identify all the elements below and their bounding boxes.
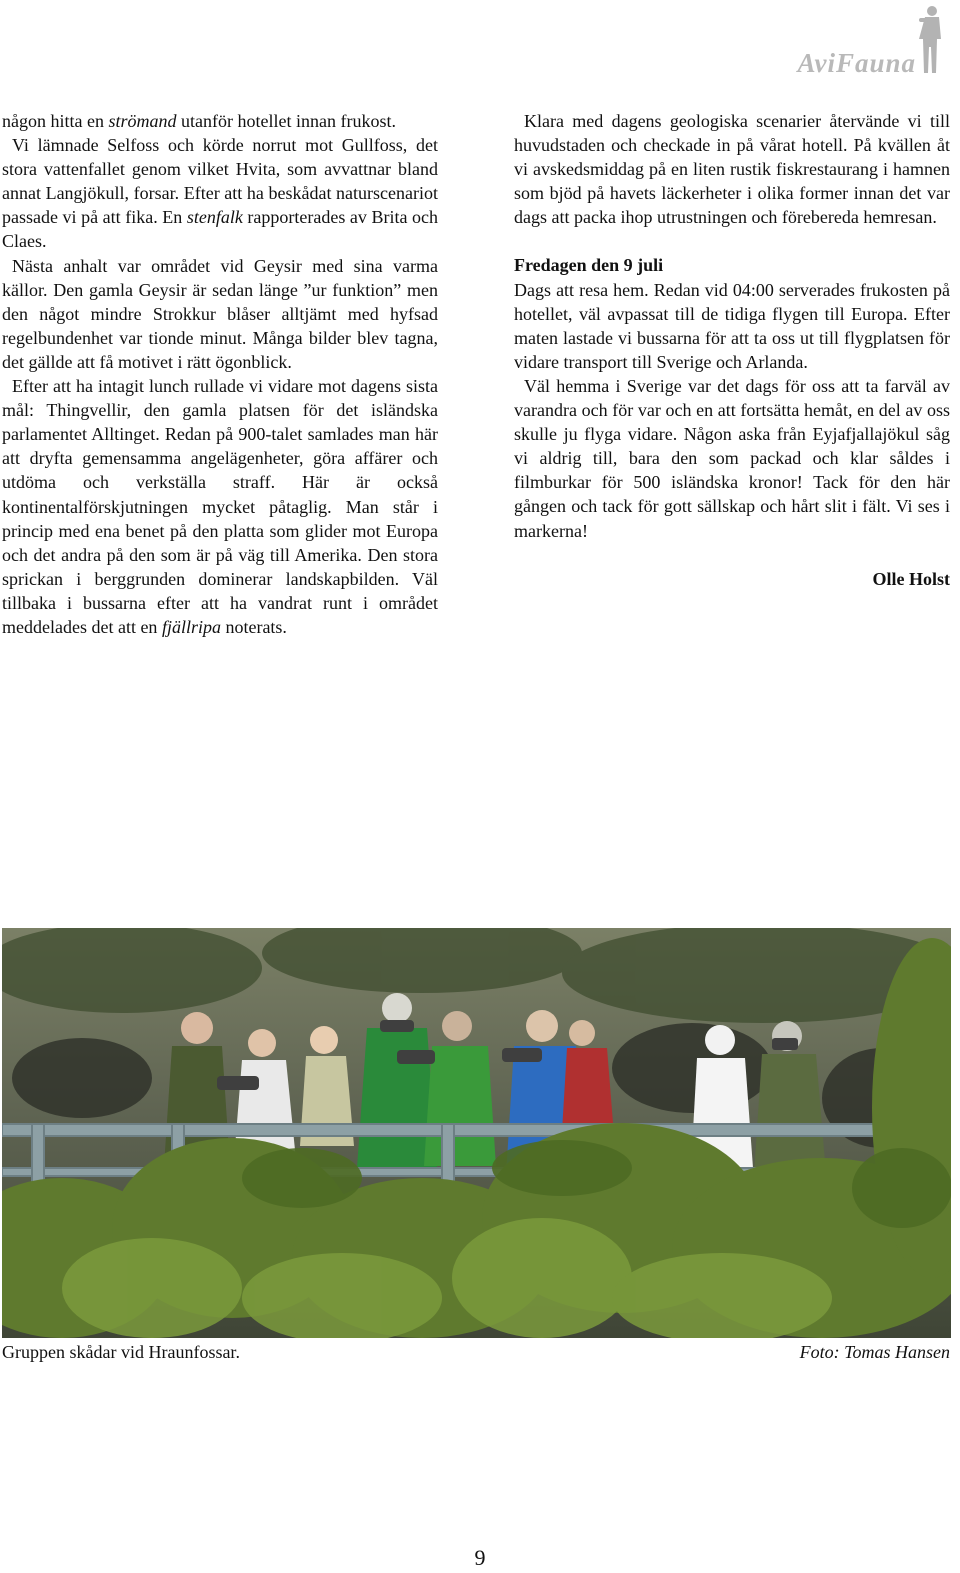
birdwatchers-photo-illustration bbox=[2, 928, 951, 1338]
article-left-column bbox=[2, 109, 438, 639]
group-photo bbox=[2, 928, 951, 1338]
avifauna-logo bbox=[756, 4, 946, 76]
paragraph: Väl hemma i Sverige var det dags för oss att ta farväl av varandra och för var och en att fortsätta hemåt, en del av oss skulle ju flyga vidare. Någon aska från Eyjafjallajökul såg vi aldrig till, bara den som packad och klar såldes i filmburkar för 500 isländska kronor! Tack för den här gången och tack för gott sällskap och hårt slit i fält. Vi ses i markerna! bbox=[514, 375, 950, 541]
author-signature: Olle Holst bbox=[872, 568, 950, 589]
photo-credit: Foto: Tomas Hansen bbox=[799, 1342, 950, 1362]
page-number: 9 bbox=[474, 1545, 486, 1570]
logo-text: AviFauna bbox=[797, 48, 916, 78]
article-right-column bbox=[514, 109, 950, 591]
section-heading: Fredagen den 9 juli bbox=[514, 255, 664, 276]
photo-caption: Gruppen skådar vid Hraunfossar. bbox=[2, 1342, 240, 1362]
birdwatcher-figure-icon bbox=[916, 4, 946, 76]
paragraph: Vi lämnade Selfoss och körde norrut mot Gullfoss, det stora vattenfallet genom vilket Hvita, som avvattnar bland annat Langjökull, forsar. Efter att ha beskådat naturscenariot passade vi på att fika. En stenfalk rapporterades av Brita och Claes. bbox=[2, 135, 438, 252]
paragraph: Nästa anhalt var området vid Geysir med sina varma källor. Den gamla Geysir är sedan länge ”ur funktion” men den något mindre Strokkur blåser alltjämt med hyfsad regelbundenhet var tionde minut. Många bilder blev tagna, det gällde att få motivet i rätt ögonblick. bbox=[2, 255, 438, 372]
paragraph: någon hitta en strömand utanför hotellet innan frukost. bbox=[2, 111, 396, 131]
paragraph: Dags att resa hem. Redan vid 04:00 serverades frukosten på hotellet, väl avpassat till de tidiga flygen till Europa. Efter maten lastade vi bussarna för att ta oss ut till flygplatsen för vidare transport till Sverige och Arlanda. bbox=[514, 279, 950, 372]
paragraph: Efter att ha intagit lunch rullade vi vidare mot dagens sista mål: Thingvellir, den gamla platsen för det isländska parlamentet Alltinget. Redan på 900-talet samlades man här att dryfta gemensamma angelägenheter, göra affärer och utdöma och verkställa straff. Här är också kontinentalförskjutningen mycket påtaglig. Man står i princip med ena benet på den platta som glider mot Europa och det andra på den som är på väg till Amerika. Den stora sprickan i berggrunden dominerar landskapbilden. Väl tillbaka i bussarna efter att ha vandrat runt i området meddelades det att en fjällripa noterats. bbox=[2, 376, 438, 637]
paragraph: Klara med dagens geologiska scenarier återvände vi till huvudstaden och checkade in på vårat hotell. På kvällen åt vi avskedsmiddag på en liten rustik fiskrestaurang i hamnen som bjöd på havets läckerheter i olika former innan det var dags att packa ihop utrustningen och förebereda hemresan. bbox=[514, 111, 950, 228]
